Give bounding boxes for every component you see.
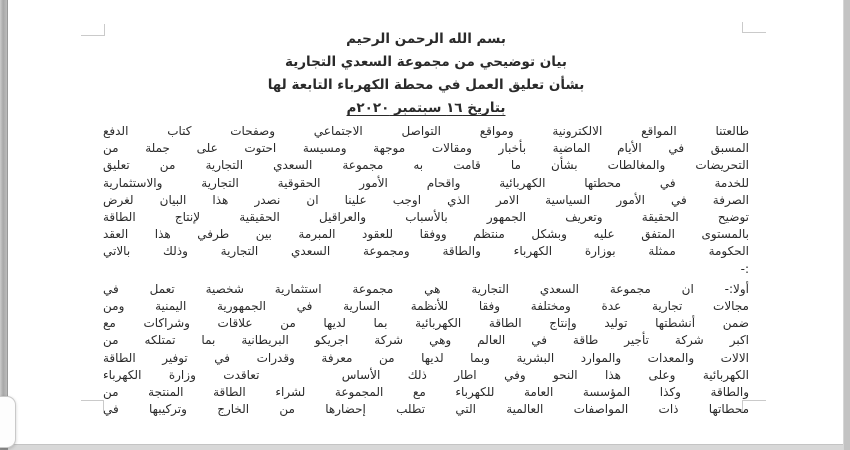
document-content[interactable] xyxy=(103,28,749,418)
text-line: التحريضات والمغالطات بشأن ما قامت به مجموعة السعدي التجارية من تعليق xyxy=(103,158,749,173)
text-boundary-mark-bottom-right xyxy=(742,400,766,412)
text-line: أولا:- ان مجموعة السعدي التجارية هي مجموعة استثمارية شخصية تعمل في xyxy=(103,281,749,296)
document-titles xyxy=(103,28,749,120)
text-line: توضيح الحقيقة وتعريف الجمهور بالأسباب والعراقيل الحقيقية لإنتاج الطاقة xyxy=(103,210,749,225)
document-title-line: بتاريخ ١٦ سبتمبر ٢٠٢٠م xyxy=(346,100,506,116)
document-title-line: بشأن تعليق العمل في محطة الكهرباء التابعة لها xyxy=(267,77,585,93)
document-title-line: بسم الله الرحمن الرحيم xyxy=(346,31,506,47)
text-line: ضمن أنشطتها توليد وإنتاج الطاقة الكهربائية بما لديها من علاقات وشراكات مع xyxy=(103,316,749,331)
text-line: والطاقة وكذا المؤسسة العامة للكهرباء مع المجموعة لشراء الطاقة المنتجة من xyxy=(103,385,749,400)
document-title-line: بيان توضيحي من مجموعة السعدي التجارية xyxy=(285,54,567,70)
text-line: الكهربائية وعلى هذا النحو وفي اطار ذلك الأساس تعاقدت وزارة الكهرباء xyxy=(103,367,749,382)
paragraph-intro xyxy=(103,123,749,278)
text-line: المسبق في الأيام الماضية بأخبار ومقالات موجهة ومسيسة احتوت على جملة من xyxy=(103,141,749,156)
text-boundary-mark-top-right xyxy=(742,22,766,33)
text-line: طالعتنا المواقع الالكترونية ومواقع التواصل الاجتماعي وصفحات كتاب الدفع xyxy=(103,124,749,138)
text-line: الالات والمعدات والموارد البشرية وبما لديها من معرفة وقدرات في توفير الطاقة xyxy=(103,350,749,365)
text-line: الحكومة ممثلة بوزارة الكهرباء والطاقة ومجموعة السعدي التجارية وذلك بالاتي xyxy=(103,244,749,259)
text-line: اكبر شركة تأجير طاقة في العالم وهي شركة اجريكو البريطانية بما تمتلكه من xyxy=(103,333,749,348)
text-line: محطاتها ذات المواصفات العالمية التي تطلب إحضارها من الخارج وتركيبها في xyxy=(103,402,749,417)
sidebar-handle[interactable] xyxy=(0,396,16,448)
left-panel-edge xyxy=(0,0,8,450)
text-boundary-mark-top-left xyxy=(81,24,105,36)
text-line: مجالات تجارية عدة ومختلفة وفقا للأنظمة السارية في الجمهورية اليمنية ومن xyxy=(103,299,749,314)
horizontal-scrollbar[interactable] xyxy=(8,444,843,450)
text-line: :- xyxy=(740,261,749,276)
text-line: للخدمة في محطتها الكهربائية واقحام الأمور الحقوقية التجارية والاستثمارية xyxy=(103,175,749,190)
vertical-scrollbar[interactable] xyxy=(843,0,850,450)
paragraph-first-point xyxy=(103,281,749,419)
document-page[interactable] xyxy=(8,0,843,444)
text-line: الصرفة في الأمور السياسية الامر الذي اوجب علينا ان نصدر هذا البيان لغرض xyxy=(103,192,749,207)
text-line: بالمستوى المتفق عليه وبشكل منتظم ووفقا للعقود المبرمة بين طرفي هذا العقد xyxy=(103,227,749,242)
text-boundary-mark-bottom-left xyxy=(81,400,104,413)
